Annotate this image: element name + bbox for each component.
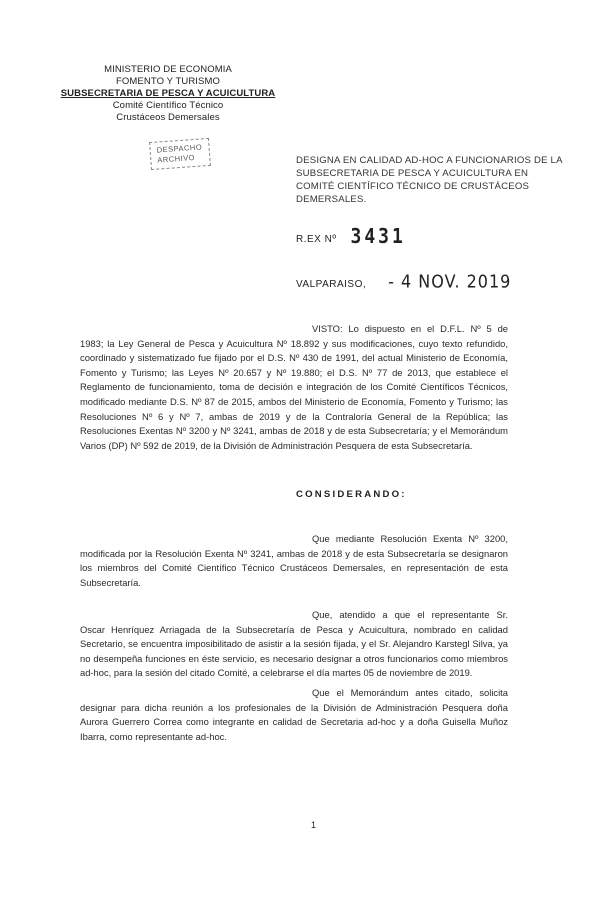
resolution-label: R.EX Nº: [296, 234, 337, 245]
header-ministry: MINISTERIO DE ECONOMIA: [104, 64, 232, 75]
considerando-item-2: Que, atendido a que el representante Sr. Oscar Henríquez Arriagada de la Subsecretaría de Pesca y Acuicultura, nombrado en calidad Secretario, se encuentra imposibilitado de asistir a la sesión fijada, y el Sr. Alejandro Karstegl Silva, ya no desempeña funciones en éste servicio, es necesario designar a otros funcionarios como miembros ad-hoc, para la sesión del citado Comité, a celebrarse el día martes 05 de noviembre de 2019.: [80, 609, 508, 679]
ministry-header: [48, 64, 288, 124]
visto-paragraph: VISTO: Lo dispuesto en el D.F.L. Nº 5 de 1983; la Ley General de Pesca y Acuicultura Nº 18.892 y sus modificaciones, cuyo texto refundido, coordinado y sistematizado fue fijado por el D.S. Nº 430 de 1991, del actual Ministerio de Economía, Fomento y Turismo; las Leyes Nº 20.657 y Nº 19.880; el D.S. Nº 77 de 2013, que establece el Reglamento de funcionamiento, toma de decisión e integración de los Comité Científicos Técnicos, modificado mediante D.S. Nº 87 de 2015, ambos del Ministerio de Economía, Fomento y Turismo; las Resoluciones Nº 6 y Nº 7, ambas de 2019 y de la Contraloría General de la República; las Resoluciones Exentas Nº 3200 y Nº 3241, ambas de 2018 y de esta Subsecretaría; y el Memorándum Varios (DP) Nº 592 de 2019, de la División de Administración Pesquera de esta Subsecretaría.: [80, 323, 508, 451]
place-date-line: [296, 272, 511, 291]
stamp-line-2: ARCHIVO: [157, 152, 196, 165]
page-number: 1: [311, 820, 317, 830]
considerando-item-1: Que mediante Resolución Exenta Nº 3200, modificada por la Resolución Exenta Nº 3241, ambas de 2018 y de esta Subsecretaría se designaron los miembros del Comité Científico Técnico Crustáceos Demersales, en representación de esta Subsecretaría.: [80, 533, 508, 588]
place-label: VALPARAISO,: [296, 279, 367, 290]
header-committee-sub: Crustáceos Demersales: [116, 112, 220, 123]
resolution-number: 3431: [350, 224, 406, 249]
stamp-line-1: DESPACHO: [156, 142, 203, 155]
header-ministry-sub: FOMENTO Y TURISMO: [116, 76, 220, 87]
considerando-heading: CONSIDERANDO:: [296, 489, 407, 500]
resolution-line: [296, 226, 406, 247]
considerando-item-3: Que el Memorándum antes citado, solicita designar para dicha reunión a los profesionales de la División de Administración Pesquera doña Aurora Guerrero Correa como integrante en calidad de Secretaria ad-hoc y a doña Guisella Muñoz Ibarra, como representante ad-hoc.: [80, 687, 508, 742]
header-subsecretaria: SUBSECRETARIA DE PESCA Y ACUICULTURA: [60, 88, 276, 99]
issue-date: - 4 NOV. 2019: [388, 271, 512, 292]
header-committee: Comité Científico Técnico: [112, 100, 224, 111]
document-title: DESIGNA EN CALIDAD AD-HOC A FUNCIONARIOS DE LA SUBSECRETARIA DE PESCA Y ACUICULTURA EN COMITÉ CIENTÍFICO TÉCNICO DE CRUSTÁCEOS DEMERSALES.: [296, 155, 563, 205]
office-stamp: [149, 138, 210, 170]
